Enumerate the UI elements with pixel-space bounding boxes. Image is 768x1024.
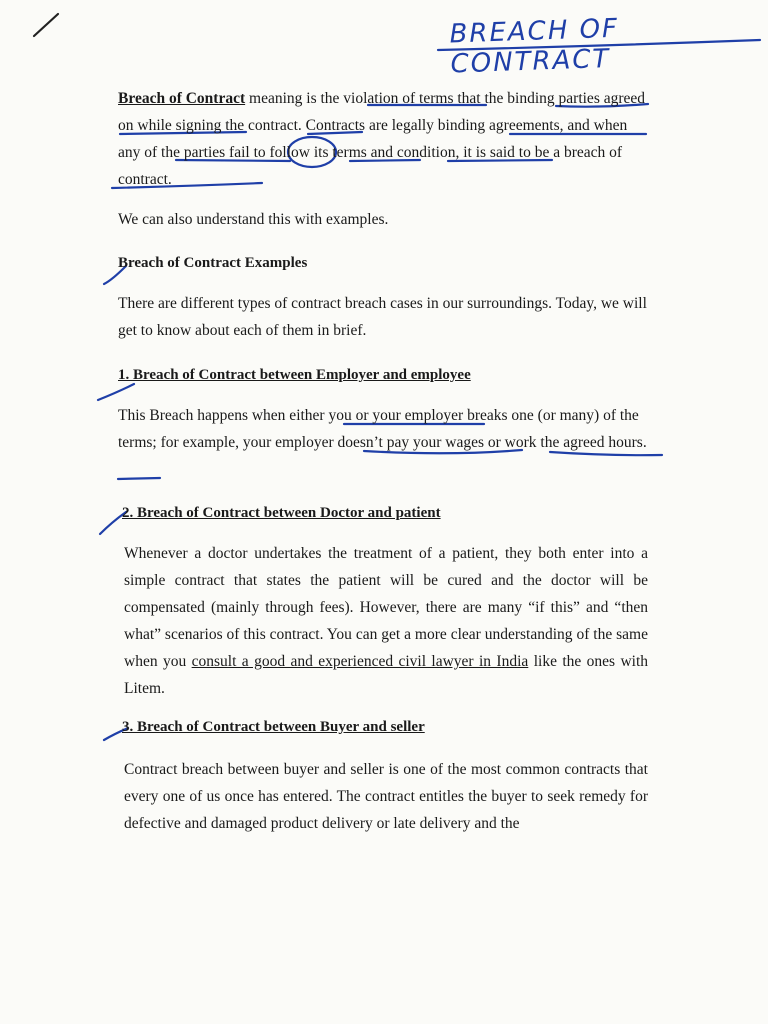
section-1-body bbox=[118, 402, 650, 456]
section-heading: 2. Breach of Contract between Doctor and patient bbox=[122, 505, 441, 521]
section-2-body bbox=[124, 540, 648, 702]
section-heading: 1. Breach of Contract between Employer and employee bbox=[118, 367, 471, 383]
intro-paragraph bbox=[118, 85, 650, 193]
section-heading: 3. Breach of Contract between Buyer and seller bbox=[122, 719, 425, 735]
section-3-heading bbox=[122, 714, 654, 741]
intro-text: meaning is the violation of terms that the binding parties agreed on while signing the contract. Contracts are legally binding agreements, and when any of the parties fail to follow its terms and condition, it is said to be a breach of contract. bbox=[118, 90, 646, 188]
intro-term: Breach of Contract bbox=[118, 90, 246, 107]
examples-line-text: We can also understand this with examples. bbox=[118, 211, 389, 228]
examples-intro bbox=[118, 290, 650, 344]
section-3-body bbox=[124, 756, 648, 837]
handwritten-title: BREACH OF CONTRACT bbox=[449, 13, 620, 80]
section-body: Contract breach between buyer and seller is one of the most common contracts that every one of us once has entered. The contract entitles the buyer to seek remedy for defective and damaged product delivery or late delivery and the bbox=[124, 761, 648, 832]
examples-intro-text: There are different types of contract breach cases in our surroundings. Today, we will get to know about each of them in brief. bbox=[118, 295, 647, 339]
section-body-after-link: like the ones with Litem. bbox=[124, 653, 649, 697]
lawyer-link[interactable]: consult a good and experienced civil lawyer in India bbox=[191, 653, 529, 670]
section-1-heading bbox=[118, 362, 650, 389]
section-body: This Breach happens when either you or your employer breaks one (or many) of the terms; for example, your employer doesn’t pay your wages or work the agreed hours. bbox=[118, 407, 647, 451]
examples-heading bbox=[118, 250, 650, 277]
examples-line bbox=[118, 206, 650, 233]
section-2-heading bbox=[122, 500, 654, 527]
examples-heading-text: Breach of Contract Examples bbox=[118, 255, 308, 271]
section-body-before-link: Whenever a doctor undertakes the treatment of a patient, they both enter into a simple contract that states the patient will be cured and the doctor will be compensated (mainly through fees). However, there are many “if this” and “then what” scenarios of this contract. You can get a more clear understanding of the same when you bbox=[124, 545, 648, 670]
